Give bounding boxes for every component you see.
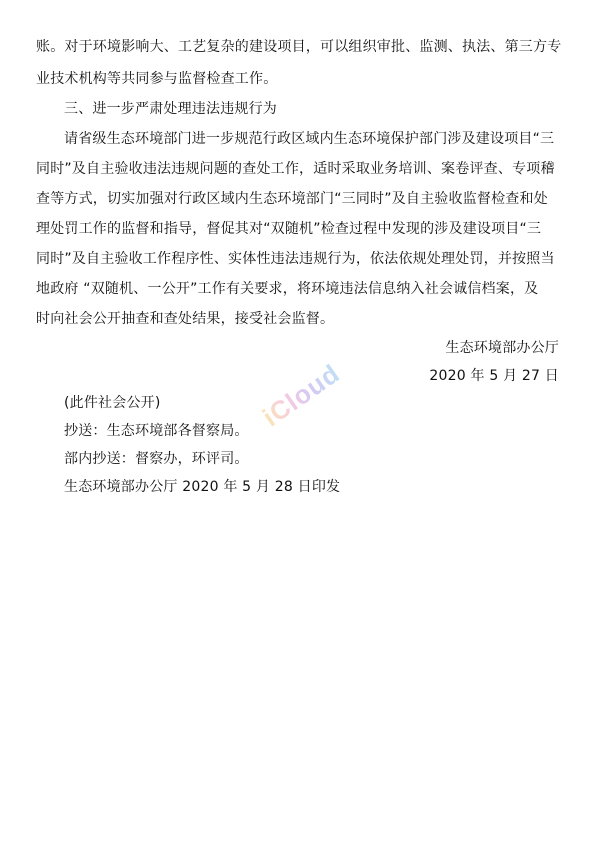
section-3-line-7: 时向社会公开抽查和查处结果，接受社会监督。 xyxy=(36,311,335,327)
internal-cc-line: 部内抄送：督察办，环评司。 xyxy=(64,451,249,467)
section-3-line-5: 同时”及自主验收工作程序性、实体性违法违规行为，依法依规处理处罚，并按照当 xyxy=(36,251,555,267)
section-3-line-1: 请省级生态环境部门进一步规范行政区域内生态环境保护部门涉及建设项目“三 xyxy=(64,131,555,147)
public-disclosure-note: (此件社会公开) xyxy=(64,395,161,411)
paragraph-1-line-1: 账。对于环境影响大、工艺复杂的建设项目，可以组织审批、监测、执法、第三方专 xyxy=(36,39,562,55)
section-3-line-2: 同时”及自主验收违法违规问题的查处工作，适时采取业务培训、案卷评查、专项稽 xyxy=(36,161,555,177)
paragraph-1-line-2: 业技术机构等共同参与监督检查工作。 xyxy=(36,71,278,87)
section-3-line-6: 地政府 “双随机、一公开”工作有关要求，将环境违法信息纳入社会诚信档案，及 xyxy=(36,281,539,297)
cc-line: 抄送：生态环境部各督察局。 xyxy=(64,423,249,439)
section-3-line-3: 查等方式，切实加强对行政区域内生态环境部门“三同时”及自主验收监督检查和处 xyxy=(36,191,548,207)
signature-date: 2020 年 5 月 27 日 xyxy=(429,368,559,384)
section-3-heading: 三、进一步严肃处理违法违规行为 xyxy=(64,101,277,117)
section-3-line-4: 理处罚工作的监督和指导，督促其对“双随机”检查过程中发现的涉及建设项目“三 xyxy=(36,221,542,237)
printed-line: 生态环境部办公厅 2020 年 5 月 28 日印发 xyxy=(64,479,341,495)
signature-issuer: 生态环境部办公厅 xyxy=(445,340,559,356)
icloud-watermark: iCloud xyxy=(256,357,346,433)
